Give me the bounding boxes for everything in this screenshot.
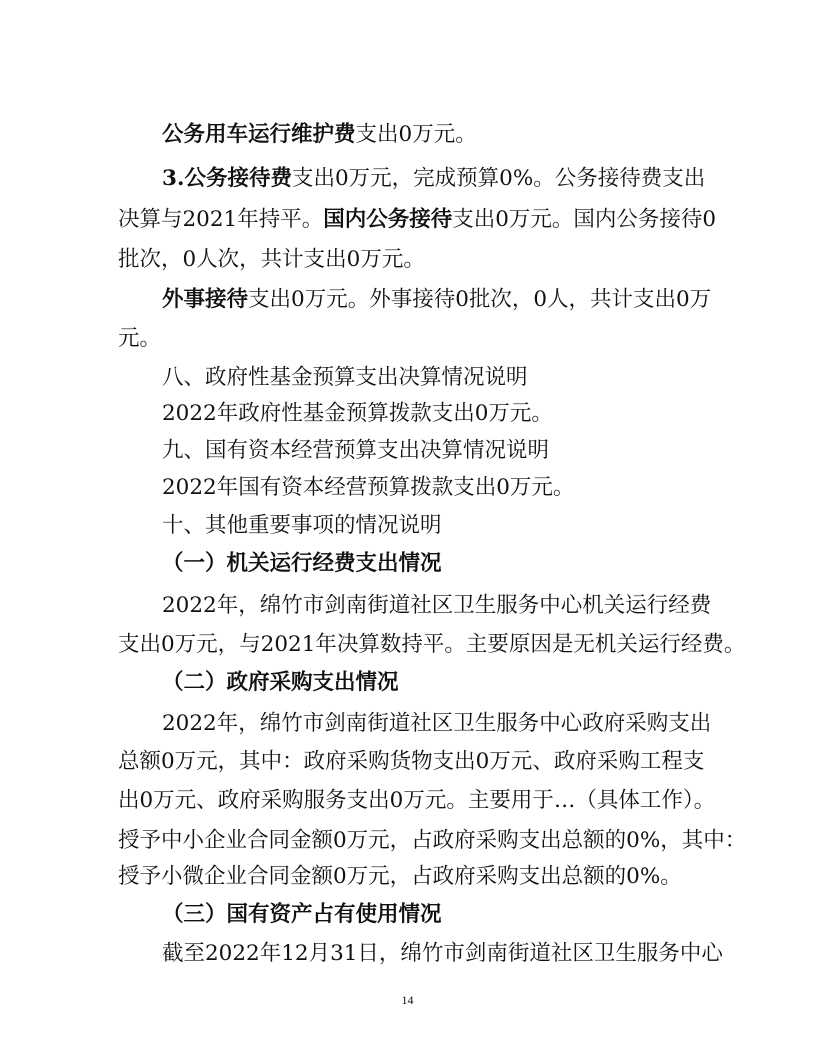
page-number: 14 [401, 993, 414, 1007]
subsection-2-line-2: 总额0万元，其中：政府采购货物支出0万元、政府采购工程支 [118, 749, 705, 774]
subsection-1-line-1: 2022年，绵竹市剑南街道社区卫生服务中心机关运行经费 [162, 593, 712, 618]
subsection-2-line-5: 授予小微企业合同金额0万元，占政府采购支出总额的0%。 [118, 864, 682, 889]
paragraph-reception-line-1 [162, 164, 706, 194]
text: 决算与2021年持平。 [118, 207, 324, 232]
paragraph-reception-line-3 [118, 245, 698, 275]
paragraph-foreign-reception-line-2 [118, 324, 698, 354]
subsection-2-heading: （二）政府采购支出情况 [162, 670, 399, 695]
paragraph-foreign-reception-line-1 [162, 285, 712, 315]
text: 批次，0人次，共计支出0万元。 [118, 247, 425, 272]
subsection-2-line-3: 出0万元、政府采购服务支出0万元。主要用于…（具体工作）。 [118, 788, 716, 813]
subsection-3-heading: （三）国有资产占有使用情况 [162, 902, 442, 927]
text: 支出0万元。国内公务接待0 [452, 207, 717, 232]
bold-term: 外事接待 [162, 287, 249, 312]
bold-term: 公务接待费 [184, 166, 292, 191]
subsection-3-line-1: 截至2022年12月31日，绵竹市剑南街道社区卫生服务中心 [162, 941, 723, 966]
section-8-text: 2022年政府性基金预算拨款支出0万元。 [162, 401, 553, 426]
subsection-2-line-1: 2022年，绵竹市剑南街道社区卫生服务中心政府采购支出 [162, 711, 712, 736]
paragraph-reception-line-2 [118, 205, 717, 235]
text: 支出0万元，完成预算0%。公务接待费支出 [291, 166, 706, 191]
subsection-1-line-2: 支出0万元，与2021年决算数持平。主要原因是无机关运行经费。 [118, 632, 746, 657]
text: 元。 [118, 326, 162, 351]
text: 支出0万元。 [355, 122, 477, 147]
section-9-text: 2022年国有资本经营预算拨款支出0万元。 [162, 475, 575, 500]
bold-term: 公务用车运行维护费 [162, 122, 356, 147]
subsection-2-line-4: 授予中小企业合同金额0万元，占政府采购支出总额的0%，其中： [118, 828, 747, 853]
section-8-heading: 八、政府性基金预算支出决算情况说明 [162, 365, 528, 390]
text: 支出0万元。外事接待0批次，0人，共计支出0万 [248, 287, 712, 312]
subsection-1-heading: （一）机关运行经费支出情况 [162, 551, 442, 576]
section-9-heading: 九、国有资本经营预算支出决算情况说明 [162, 438, 550, 463]
bold-term: 国内公务接待 [323, 207, 453, 232]
section-10-heading: 十、其他重要事项的情况说明 [162, 513, 442, 538]
item-number: 3. [162, 166, 185, 191]
paragraph-vehicle-maintenance [162, 120, 698, 150]
